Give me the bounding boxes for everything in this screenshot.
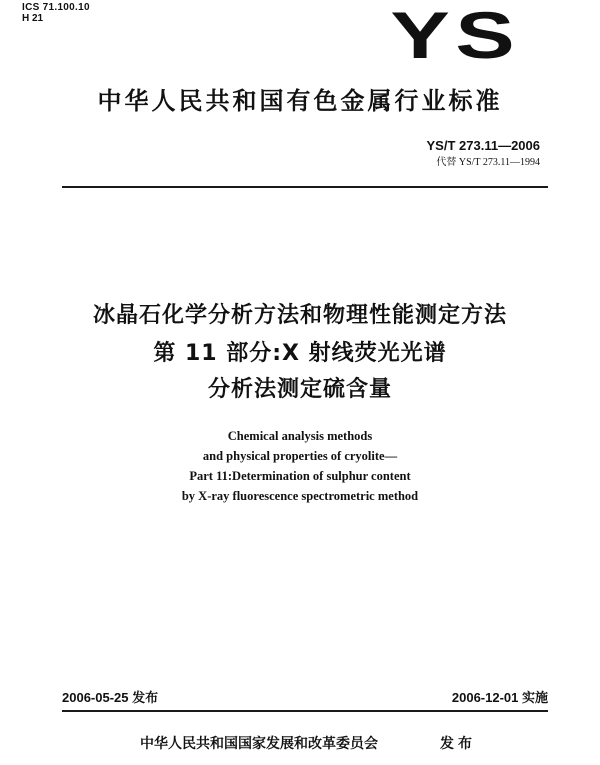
chinese-title-line-2: 第 11 部分:X 射线荧光光谱 (153, 341, 447, 366)
issue-label: 发布 (440, 736, 476, 752)
ics-code: ICS 71.100.10 (22, 2, 90, 13)
english-title-line-3: Part 11:Determination of sulphur content (189, 469, 411, 483)
english-title-line-2: and physical properties of cryolite— (202, 449, 398, 463)
english-title-line-4: by X-ray fluorescence spectrometric method (181, 489, 419, 503)
publish-date: 2006-05-25 发布 (62, 690, 159, 705)
ccs-code: H 21 (22, 13, 44, 24)
replaced-standard: 代替 YS/T 273.11—1994 (436, 157, 540, 168)
standard-category: 中华人民共和国有色金属行业标准 (97, 87, 503, 115)
english-title-line-1: Chemical analysis methods (227, 429, 373, 443)
ys-logo: YS (390, 0, 520, 72)
standard-number: YS/T 273.11—2006 (426, 138, 540, 153)
chinese-title-line-3: 分析法测定硫含量 (207, 377, 392, 402)
chinese-title-line-1: 冰晶石化学分析方法和物理性能测定方法 (92, 303, 507, 328)
effective-date: 2006-12-01 实施 (451, 690, 548, 705)
top-divider (62, 186, 548, 188)
bottom-divider (62, 710, 548, 712)
issuing-authority: 中华人民共和国国家发展和改革委员会 (140, 736, 378, 752)
